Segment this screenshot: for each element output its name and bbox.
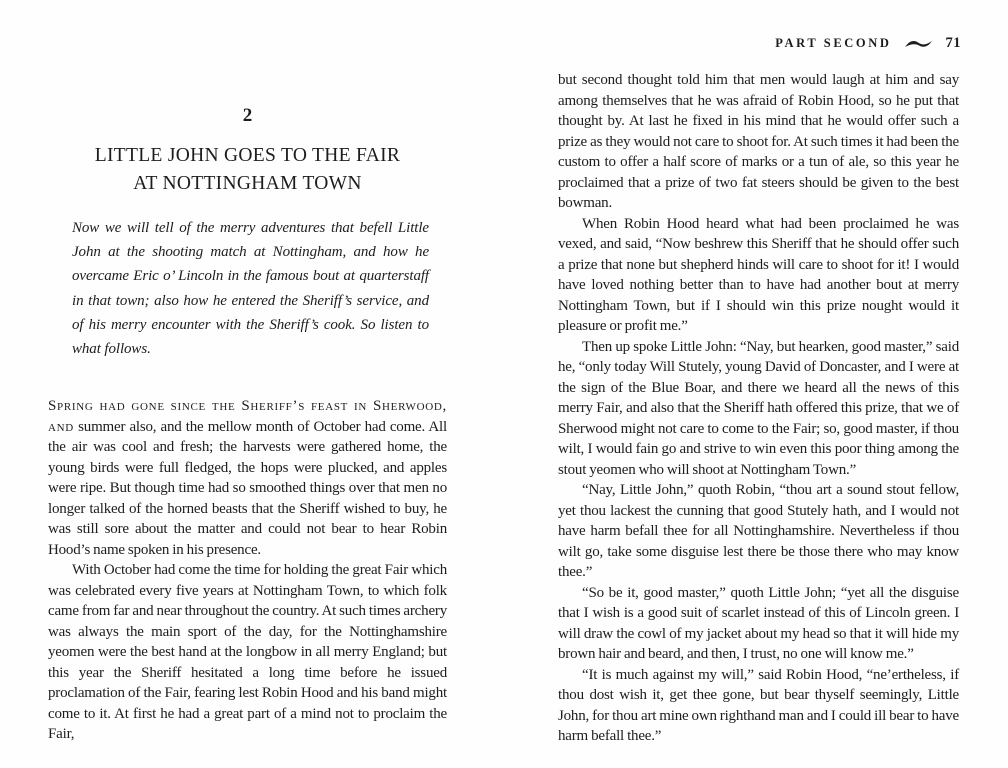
opening-small-caps-phrase: Spring had gone since the Sheriff’s feast in Sherwood, and xyxy=(48,398,447,435)
chapter-number: 2 xyxy=(242,105,253,126)
paragraph: Then up spoke Little John: “Nay, but hearken, good master,” said he, “only today Will Stutely, young David of Doncaster, and I were at the sign of the Blue Boar, and there we heard all the news of this merry Fair, and also that the Sheriff hath offered this prize, that we of Sherwood might not care to come to the Fair; so, good master, if thou wilt, I would fain go and strive to win even this poor thing among the stout yeomen who will shoot at Nottingham Town.” xyxy=(558,338,959,478)
paragraph: With October had come the time for holding the great Fair which was celebrated every five years at Nottingham Town, to which folk came from far and near throughout the country. At such times archery was always the main sport of the day, for the Nottinghamshire yeomen were the best hand at the longbow in all merry England; but this year the Sheriff hesitated a long time before he issued proclamation of the Fair, fearing lest Robin Hood and his band might come to it. At first he had a great part of a mind not to proclaim the Fair, xyxy=(48,562,447,742)
paragraph: When Robin Hood heard what had been proclaimed he was vexed, and said, “Now beshrew this Sheriff that he should offer such a prize that none but shepherd hinds will care to shoot for it! I would have loved nothing better than to have had another bout at merry Nottingham Town, but if I should win this prize nought would it pleasure or profit me.” xyxy=(558,215,959,334)
running-header-section: PART SECOND xyxy=(775,36,892,50)
paragraph: “Nay, Little John,” quoth Robin, “thou art a sound stout fellow, yet thou lackest the cunning that good Stutely hath, and I would not have harm befall thee for all Nottinghamshire. Nevertheless if thou wilt go, take some disguise lest there be those there who may know thee.” xyxy=(558,482,959,580)
left-body-text xyxy=(48,396,447,745)
paragraph: “It is much against my will,” said Robin Hood, “ne’ertheless, if thou dost wish it, get thee gone, but bear thyself seemingly, Little John, for thou art mine own righthand man and I could ill bear to have harm befall thee.” xyxy=(558,666,959,744)
chapter-title-line1: LITTLE JOHN GOES TO THE FAIR xyxy=(94,145,401,166)
paragraph xyxy=(48,396,447,560)
paragraph: “So be it, good master,” quoth Little John; “yet all the disguise that I wish is a good suit of scarlet instead of this of Lincoln green. I will draw the cowl of my jacket about my head so that it will hide my brown hair and beard, and then, I trust, no one will know me.” xyxy=(558,584,959,662)
page-number: 71 xyxy=(945,35,961,51)
right-page-column xyxy=(558,0,959,768)
chapter-title xyxy=(48,142,447,198)
chapter-epigraph: Now we will tell of the merry adventures that befell Little John at the shooting match at Nottingham, and how he overcame Eric o’ Lincoln in the famous bout at quarterstaff in that town; also how he entered the Sheriff’s service, and of his merry encounter with the Sheriff’s cook. So listen to what follows. xyxy=(72,220,429,358)
right-body-text xyxy=(558,70,959,747)
chapter-title-line2: AT NOTTINGHAM TOWN xyxy=(133,173,362,194)
left-page-column xyxy=(48,0,447,768)
paragraph: but second thought told him that men would laugh at him and say among themselves that he was afraid of Robin Hood, so he put that thought by. At last he fixed in his mind that he would offer such a prize as they would not care to shoot for. At such times it had been the custom to offer a half score of marks or a tun of ale, so this year he proclaimed that a prize of two fat steers should be given to the best bowman. xyxy=(558,72,959,211)
paragraph-text: summer also, and the mellow month of October had come. All the air was cool and fresh; the harvests were gathered home, the young birds were full fledged, the hops were plucked, and apples were ripe. But though time had so smoothed things over that men no longer talked of the horned beasts that the Sheriff wished to buy, he was still sore about the matter and could not bear to hear Robin Hood’s name spoken in his presence. xyxy=(48,418,447,558)
